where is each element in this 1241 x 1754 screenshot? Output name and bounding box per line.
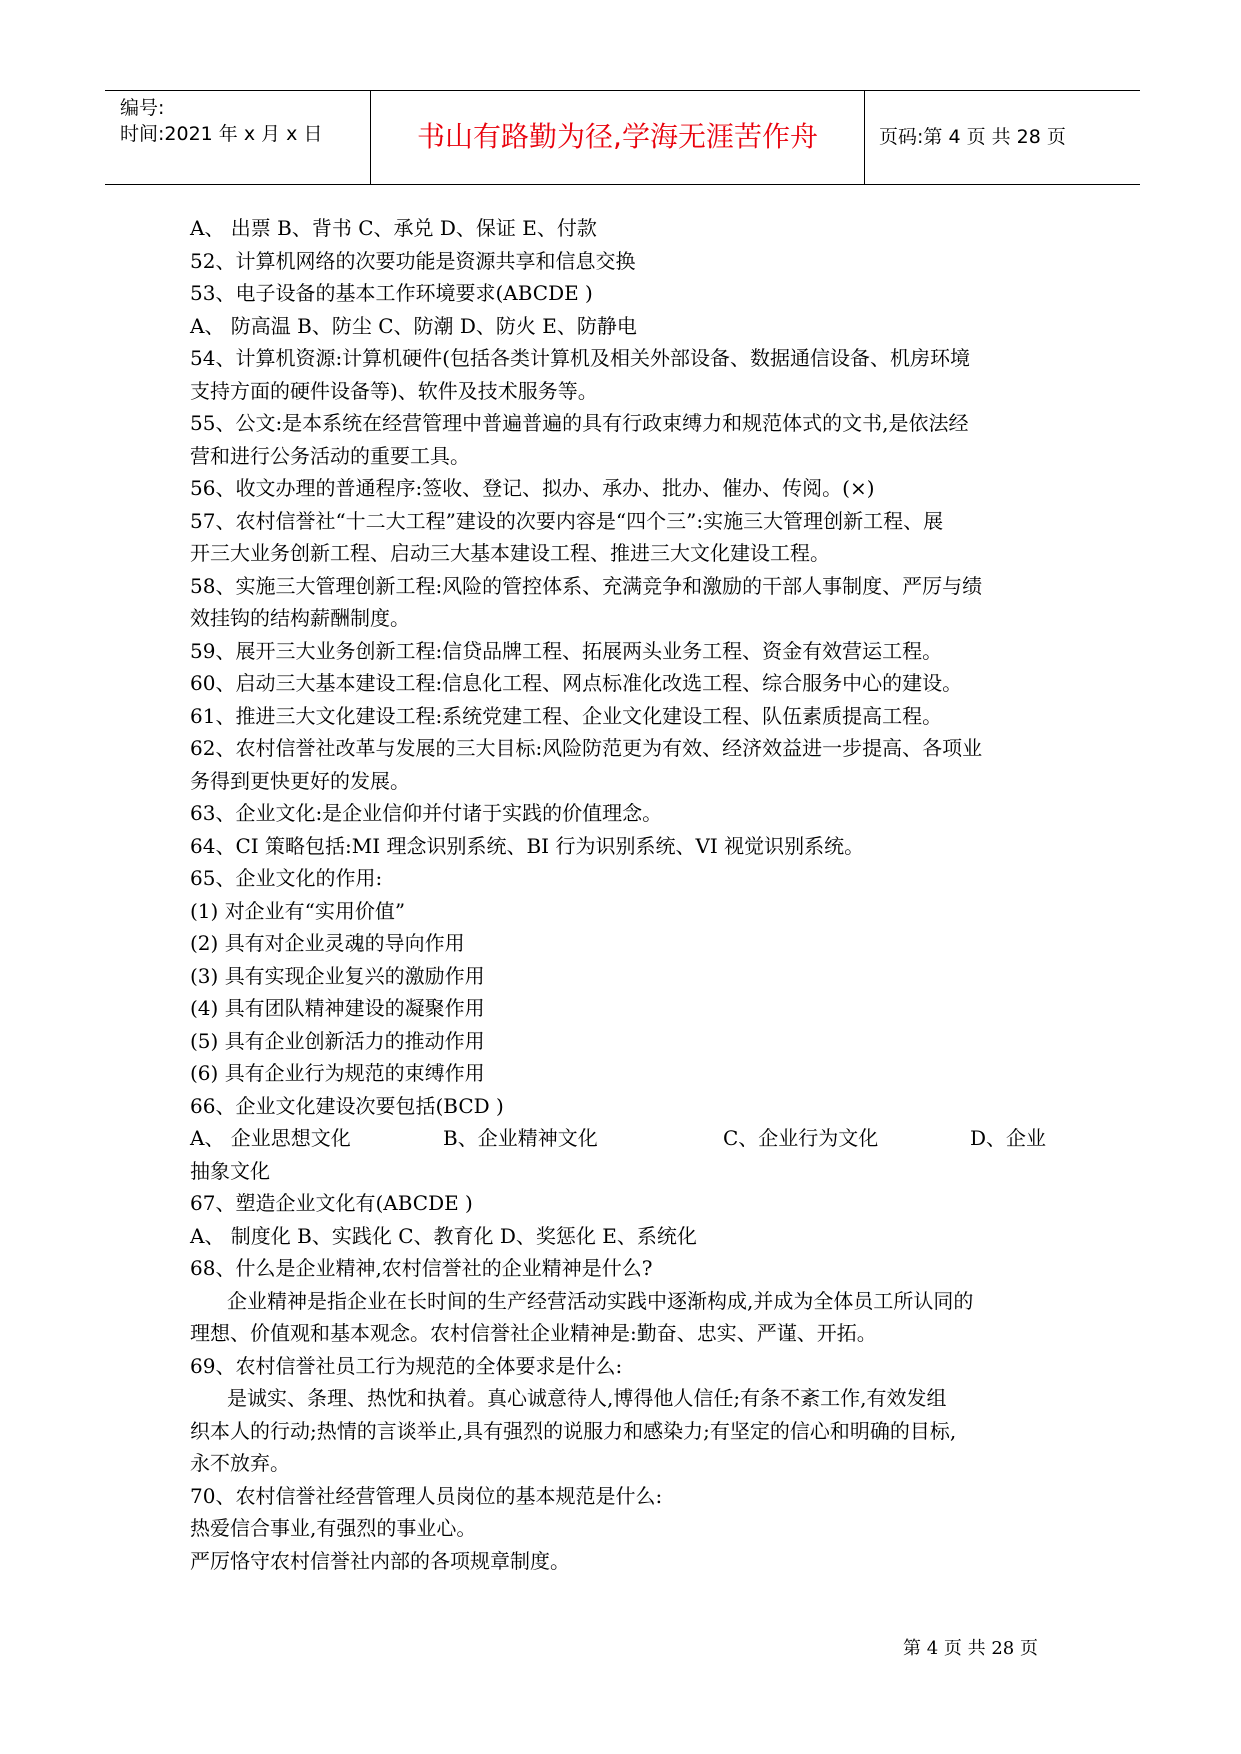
text-line: 抽象文化	[190, 1158, 270, 1183]
text-line: A、 制度化 B、实践化 C、教育化 D、奖惩化 E、系统化	[190, 1223, 697, 1248]
header-middle-cell	[371, 91, 865, 184]
page-header	[105, 90, 1140, 185]
list-item: (5) 具有企业创新活力的推动作用	[190, 1028, 485, 1053]
text-line: 营和进行公务活动的重要工具。	[190, 443, 470, 468]
text-line: 61、推进三大文化建设工程:系统党建工程、企业文化建设工程、队伍素质提高工程。	[190, 703, 943, 728]
document-body	[190, 212, 1065, 1577]
text-line: 严厉恪守农村信誉社内部的各项规章制度。	[190, 1548, 570, 1573]
text-line: 热爱信合事业,有强烈的事业心。	[190, 1516, 477, 1540]
options-line-66	[190, 1122, 1065, 1155]
text-line: 59、展开三大业务创新工程:信贷品牌工程、拓展两头业务工程、资金有效营运工程。	[190, 638, 943, 663]
option-d: D、企业	[970, 1126, 1047, 1150]
text-line: 织本人的行动;热情的言谈举止,具有强烈的说服力和感染力;有坚定的信心和明确的目标,	[190, 1418, 957, 1443]
text-line: 54、计算机资源:计算机硬件(包括各类计算机及相关外部设备、数据通信设备、机房环境	[190, 346, 970, 370]
list-item: (1) 对企业有“实用价值”	[190, 898, 406, 923]
indented-paragraph-line: 是诚实、条理、热忱和执着。真心诚意待人,博得他人信任;有条不紊工作,有效发组	[227, 1386, 947, 1410]
text-line: 效挂钩的结构薪酬制度。	[190, 606, 410, 630]
text-line: 64、CI 策略包括:MI 理念识别系统、BI 行为识别系统、VI 视觉识别系统。	[190, 833, 865, 858]
text-line: A、 出票 B、背书 C、承兑 D、保证 E、付款	[190, 216, 597, 240]
text-line: 65、企业文化的作用:	[190, 866, 383, 890]
list-item: (2) 具有对企业灵魂的导向作用	[190, 931, 465, 955]
text-line: 66、企业文化建设次要包括(BCD )	[190, 1093, 504, 1118]
list-item: (3) 具有实现企业复兴的激励作用	[190, 963, 485, 988]
option-c: C、企业行为文化	[723, 1126, 879, 1150]
text-line: 69、农村信誉社员工行为规范的全体要求是什么:	[190, 1353, 623, 1378]
text-line: 56、收文办理的普通程序:签收、登记、拟办、承办、批办、催办、传阅。(×)	[190, 476, 875, 500]
text-line: 务得到更快更好的发展。	[190, 768, 410, 793]
indented-paragraph-line: 企业精神是指企业在长时间的生产经营活动实践中逐渐构成,并成为全体员工所认同的	[227, 1288, 974, 1313]
text-line: 开三大业务创新工程、启动三大基本建设工程、推进三大文化建设工程。	[190, 541, 830, 565]
header-left-cell	[105, 91, 371, 184]
text-line: 70、农村信誉社经营管理人员岗位的基本规范是什么:	[190, 1483, 663, 1508]
text-line: 55、公文:是本系统在经营管理中普遍普遍的具有行政束缚力和规范体式的文书,是依法经	[190, 411, 969, 435]
page-footer: 第 4 页 共 28 页	[903, 1638, 1038, 1659]
text-line: 63、企业文化:是企业信仰并付诸于实践的价值理念。	[190, 801, 663, 825]
text-line: 52、计算机网络的次要功能是资源共享和信息交换	[190, 248, 636, 273]
header-motto: 书山有路勤为径,学海无涯苦作舟	[417, 120, 818, 153]
list-item: (4) 具有团队精神建设的凝聚作用	[190, 996, 485, 1020]
text-line: 53、电子设备的基本工作环境要求(ABCDE )	[190, 281, 593, 305]
option-a: A、 企业思想文化	[190, 1126, 351, 1150]
document-number-label: 编号:	[120, 97, 165, 119]
text-line: A、 防高温 B、防尘 C、防潮 D、防火 E、防静电	[190, 313, 637, 338]
header-right-cell	[865, 91, 1140, 184]
list-item: (6) 具有企业行为规范的束缚作用	[190, 1061, 485, 1085]
header-page-label: 页码:第 4 页 共 28 页	[879, 126, 1066, 148]
text-line: 60、启动三大基本建设工程:信息化工程、网点标准化改选工程、综合服务中心的建设。	[190, 671, 963, 695]
text-line: 支持方面的硬件设备等)、软件及技术服务等。	[190, 378, 598, 403]
text-line: 62、农村信誉社改革与发展的三大目标:风险防范更为有效、经济效益进一步提高、各项业	[190, 736, 983, 760]
document-time-label: 时间:2021 年 x 月 x 日	[120, 123, 323, 145]
text-line: 57、农村信誉社“十二大工程”建设的次要内容是“四个三”:实施三大管理创新工程、展	[190, 508, 944, 533]
text-line: 永不放弃。	[190, 1451, 290, 1475]
text-line: 58、实施三大管理创新工程:风险的管控体系、充满竞争和激励的干部人事制度、严厉与绩	[190, 573, 983, 598]
text-line: 67、塑造企业文化有(ABCDE )	[190, 1191, 473, 1215]
option-b: B、企业精神文化	[443, 1126, 598, 1150]
text-line: 68、什么是企业精神,农村信誉社的企业精神是什么?	[190, 1256, 653, 1280]
text-line: 理想、价值观和基本观念。农村信誉社企业精神是:勤奋、忠实、严谨、开拓。	[190, 1321, 877, 1345]
